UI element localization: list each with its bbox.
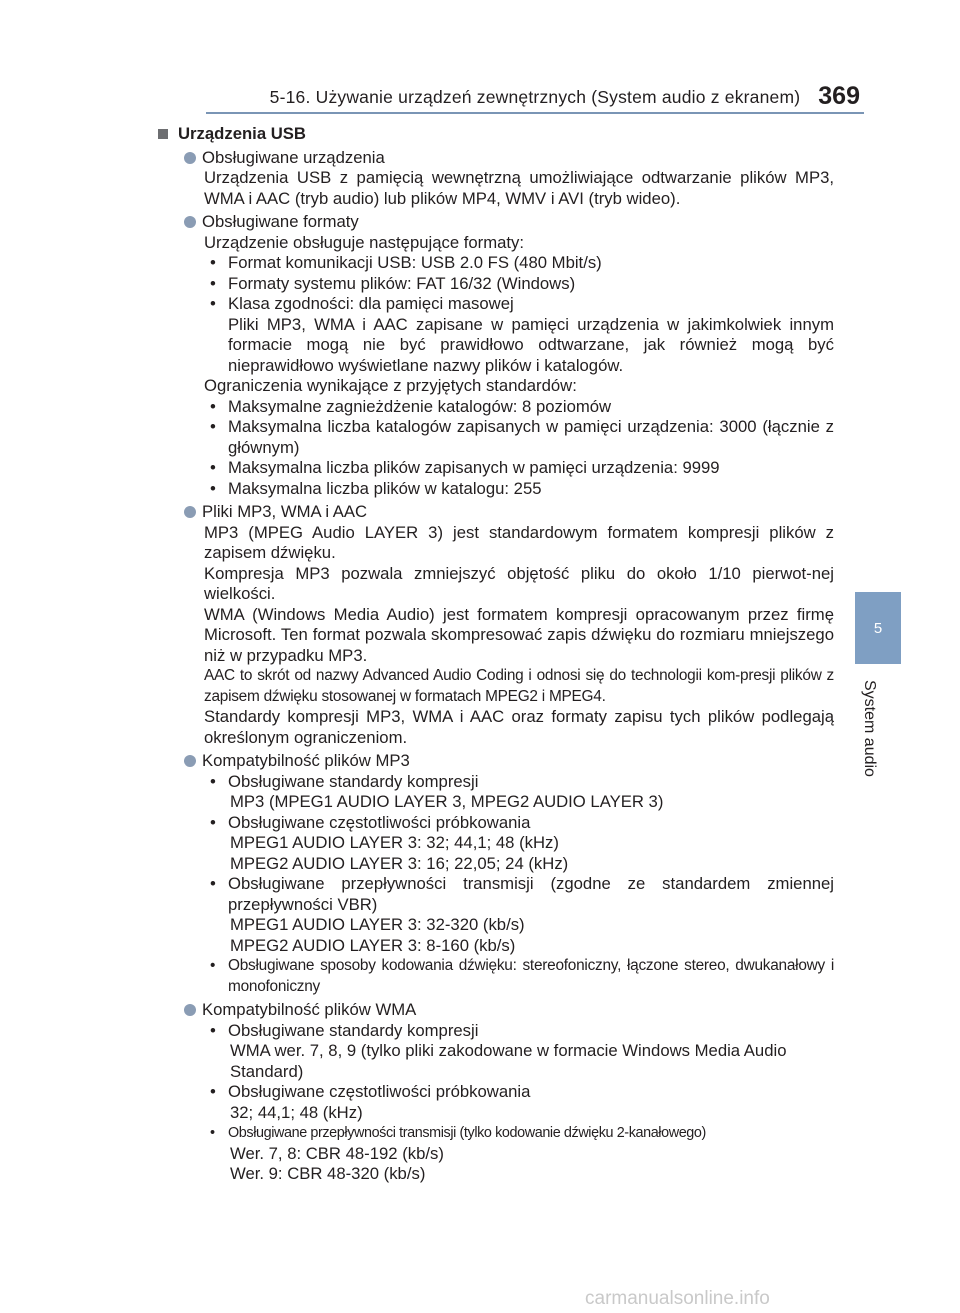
list-item: • Obsługiwane sposoby kodowania dźwięku: stereofoniczny, łączone stereo, dwukanałowy i monofoniczny <box>158 956 834 997</box>
list-item-value: MPEG1 AUDIO LAYER 3: 32; 44,1; 48 (kHz) <box>230 833 559 852</box>
chapter-title: 5-16. Używanie urządzeń zewnętrznych (System audio z ekranem) <box>269 87 801 107</box>
chapter-tab-number: 5 <box>873 619 883 637</box>
list-item-value: WMA wer. 7, 8, 9 (tylko pliki zakodowane w formacie Windows Media Audio Standard) <box>230 1041 787 1081</box>
list-item: • Formaty systemu plików: FAT 16/32 (Windows) <box>158 274 834 295</box>
list-item: • Maksymalna liczba plików zapisanych w pamięci urządzenia: 9999 <box>158 458 834 479</box>
list-item: • Obsługiwane standardy kompresji <box>158 1021 834 1042</box>
list-item-value: MPEG1 AUDIO LAYER 3: 32-320 (kb/s) <box>230 915 525 934</box>
list-item: • Obsługiwane standardy kompresji <box>158 772 834 793</box>
list-item: • Obsługiwane częstotliwości próbkowania <box>158 813 834 834</box>
chapter-tab <box>855 592 901 664</box>
list-item: • Maksymalna liczba katalogów zapisanych w pamięci urządzenia: 3000 (łącznie z głównym) <box>158 417 834 458</box>
subsection-heading: Pliki MP3, WMA i AAC <box>158 502 834 523</box>
list-item-note: Pliki MP3, WMA i AAC zapisane w pamięci urządzenia w jakimkolwiek innym formacie mogą nie być prawidłowo odtwarzane, jak również mogą być nieprawidłowo wyświetlane nazwy plików i katalogów. <box>228 314 834 375</box>
subsection-heading: Kompatybilność plików MP3 <box>158 751 834 772</box>
paragraph: Urządzenia USB z pamięcią wewnętrzną umożliwiające odtwarzanie plików MP3, WMA i AAC (tryb audio) lub plików MP4, WMV i AVI (tryb wideo). <box>204 168 834 208</box>
paragraph: MP3 (MPEG Audio LAYER 3) jest standardowym formatem kompresji plików z zapisem dźwięku. <box>204 522 834 562</box>
circle-bullet-icon <box>184 755 196 767</box>
list-item: • Maksymalna liczba plików w katalogu: 255 <box>158 479 834 500</box>
list-item-value: MPEG2 AUDIO LAYER 3: 8-160 (kb/s) <box>230 935 516 955</box>
list-item-value: Wer. 9: CBR 48-320 (kb/s) <box>230 1164 426 1183</box>
paragraph: Urządzenie obsługuje następujące formaty: <box>204 232 525 252</box>
circle-bullet-icon <box>184 1004 196 1016</box>
paragraph: Standardy kompresji MP3, WMA i AAC oraz formaty zapisu tych plików podlegają określonym ograniczeniom. <box>204 707 834 747</box>
list-item: • Obsługiwane przepływności transmisji (tylko kodowanie dźwięku 2-kanałowego) <box>158 1123 834 1144</box>
subsection-heading: Obsługiwane urządzenia <box>158 148 834 169</box>
paragraph: Ograniczenia wynikające z przyjętych standardów: <box>204 376 577 395</box>
list-item: • Format komunikacji USB: USB 2.0 FS (480 Mbit/s) <box>158 253 834 274</box>
paragraph: WMA (Windows Media Audio) jest formatem kompresji opracowanym przez firmę Microsoft. Ten format pozwala skompresować zapis dźwięku do rozmiaru mniejszego niż w przypadku MP3. <box>204 604 834 665</box>
watermark: carmanualsonline.info <box>585 1288 770 1309</box>
paragraph: Kompresja MP3 pozwala zmniejszyć objętość pliku do około 1/10 pierwot-nej wielkości. <box>204 563 834 603</box>
list-item-value: MPEG2 AUDIO LAYER 3: 16; 22,05; 24 (kHz) <box>230 853 569 873</box>
list-item-value: MP3 (MPEG1 AUDIO LAYER 3, MPEG2 AUDIO LAYER 3) <box>230 792 664 811</box>
page-content <box>158 124 834 1185</box>
square-bullet-icon <box>158 129 168 139</box>
list-item: • Klasa zgodności: dla pamięci masowej <box>158 294 834 315</box>
circle-bullet-icon <box>184 506 196 518</box>
section-heading <box>158 124 834 145</box>
subsection-heading: Obsługiwane formaty <box>158 212 834 233</box>
header-rule <box>206 112 864 114</box>
list-item: • Obsługiwane przepływności transmisji (zgodne ze standardem zmiennej przepływności VBR) <box>158 874 834 915</box>
list-item: • Obsługiwane częstotliwości próbkowania <box>158 1082 834 1103</box>
chapter-tab-label: System audio <box>861 680 878 777</box>
page-number: 369 <box>818 82 860 110</box>
subsection-heading: Kompatybilność plików WMA <box>158 1000 834 1021</box>
circle-bullet-icon <box>184 216 196 228</box>
circle-bullet-icon <box>184 152 196 164</box>
list-item-value: Wer. 7, 8: CBR 48-192 (kb/s) <box>230 1143 444 1163</box>
list-item: • Maksymalne zagnieżdżenie katalogów: 8 poziomów <box>158 397 834 418</box>
list-item-value: 32; 44,1; 48 (kHz) <box>230 1102 363 1122</box>
paragraph: AAC to skrót od nazwy Advanced Audio Coding i odnosi się do technologii kom-presji plików z zapisem dźwięku stosowanej w formatach MPEG2 i MPEG4. <box>204 667 834 705</box>
page-header <box>210 76 860 112</box>
section-title: Urządzenia USB <box>178 124 306 143</box>
